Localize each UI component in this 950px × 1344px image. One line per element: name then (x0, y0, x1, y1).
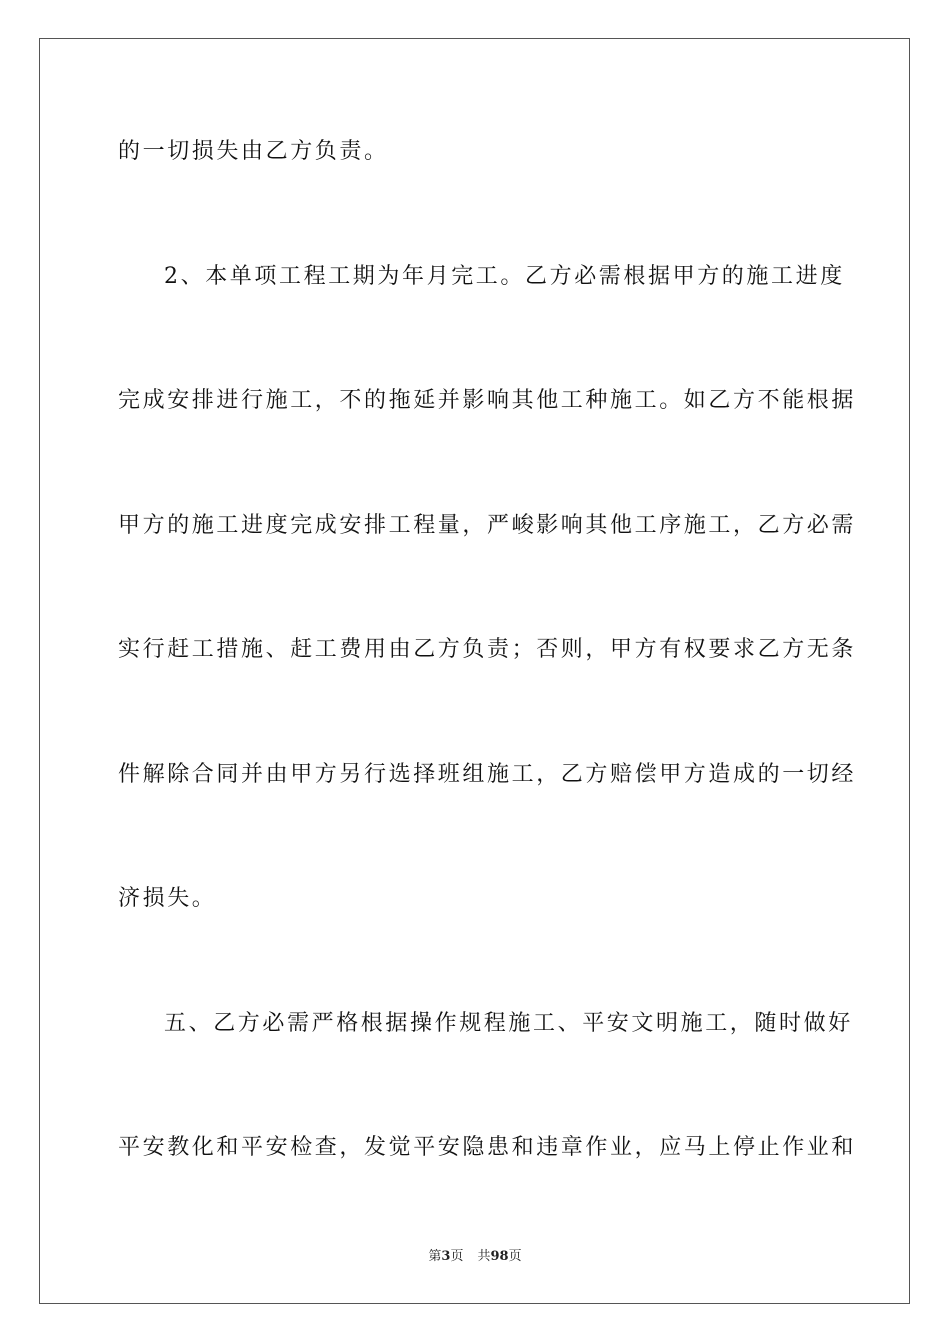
page-prefix: 第 (428, 1249, 442, 1264)
page-suffix: 页 (450, 1249, 464, 1264)
page-border (39, 38, 910, 1304)
text-line: 五、乙方必需严格根据操作规程施工、平安文明施工，随时做好 (164, 1011, 853, 1036)
total-suffix: 页 (508, 1249, 522, 1264)
text-line: 实行赶工措施、赶工费用由乙方负责；否则，甲方有权要求乙方无条 (118, 637, 857, 662)
text-line: 甲方的施工进度完成安排工程量，严峻影响其他工序施工，乙方必需 (118, 513, 857, 538)
total-pages: 98 (490, 1249, 509, 1264)
total-prefix: 共 (477, 1249, 491, 1264)
text-line: 平安教化和平安检查，发觉平安隐患和违章作业，应马上停止作业和 (118, 1135, 857, 1160)
text-line: 的一切损失由乙方负责。 (118, 139, 389, 164)
text-line: 件解除合同并由甲方另行选择班组施工，乙方赔偿甲方造成的一切经 (118, 762, 857, 787)
page-footer (0, 1248, 950, 1266)
text-line: 济损失。 (118, 886, 217, 911)
text-line: 完成安排进行施工，不的拖延并影响其他工种施工。如乙方不能根据 (118, 388, 857, 413)
page-number: 3 (441, 1249, 451, 1264)
text-line: 2、本单项工程工期为年月完工。乙方必需根据甲方的施工进度 (164, 264, 845, 289)
